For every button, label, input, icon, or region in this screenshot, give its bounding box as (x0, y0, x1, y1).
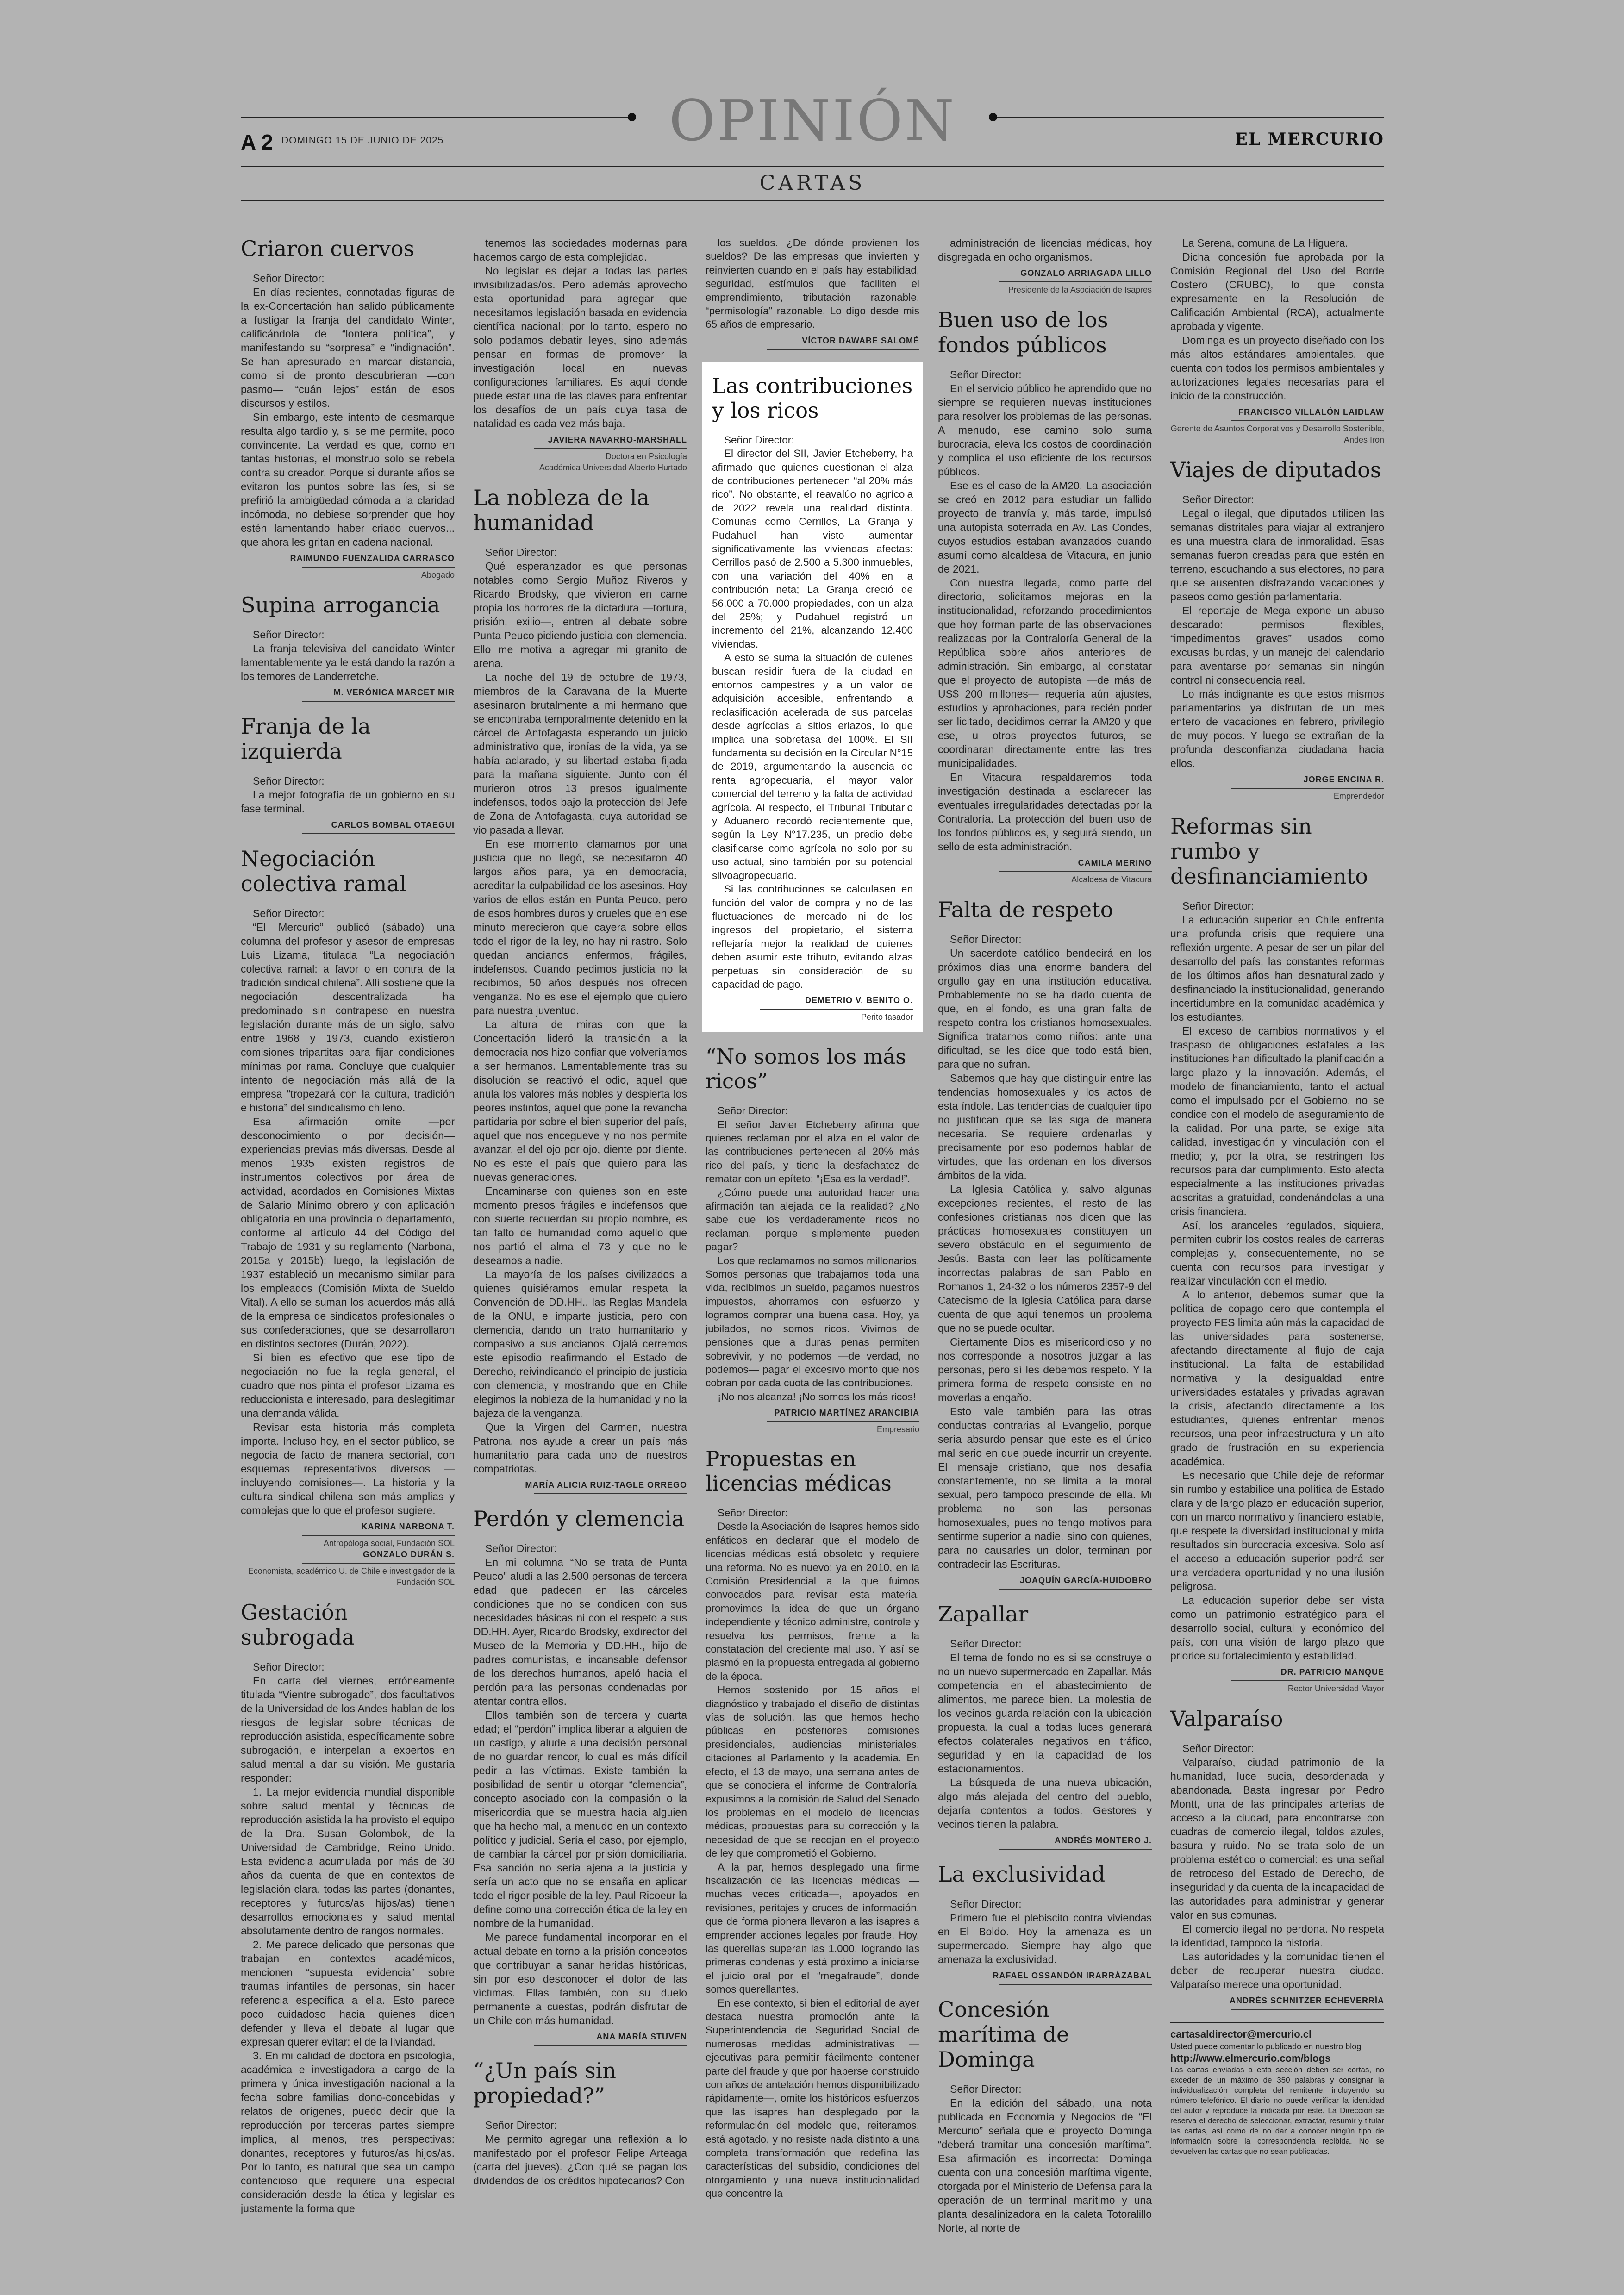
letter-paragraph: La mayoría de los países civilizados a quienes quisiéramos emular respeta la Convención de DD.HH., las Reglas Mandela de la ONU, e imparte justicia, pero con clemencia, dando un trato humanitario y compasivo a sus ancianos. Ojalá cerremos este episodio reafirmando el Estado de Derecho, reivindicando el principio de justicia con clemencia, y mostrando que en Chile elegimos la nobleza de la humanidad y no la bajeza de la venganza. (473, 1268, 687, 1419)
letter-paragraph: Me parece fundamental incorporar en el actual debate en torno a la prisión conceptos que contribuyan a sanar heridas históricas, sin por eso desconocer el dolor de las víctimas. Ellas también, con su duelo permanente a cuestas, podrán disfrutar de un Chile con más humanidad. (473, 1931, 687, 2027)
letter-paragraph: La mejor fotografía de un gobierno en su fase terminal. (241, 789, 455, 815)
letter-paragraph: Me permito agregar una reflexión a lo manifestado por el profesor Felipe Arteaga (carta del jueves). ¿Con qué se pagan los dividendos de los créditos hipotecarios? Con (473, 2133, 687, 2187)
letter-paragraph: En días recientes, connotadas figuras de la ex-Concertación han salido públicamente a fustigar la franja del candidato Winter, calificándola de “lontera política”, y manifestando su “sorpresa” e “indignación”. Se han apresurado en marcar distancia, como si de pronto descubrieran —con pasmo— “cuán lejos” están de esos discursos y estilos. (241, 286, 455, 409)
signature-rule (999, 1984, 1152, 1985)
letter-title: Falta de respeto (938, 897, 1113, 922)
letter-paragraph: Así, los aranceles regulados, siquiera, permiten cubrir los costos reales de carreras complejas y, consecuentemente, no se cuenta con recursos para investigar y realizar vinculación con el medio. (1170, 1219, 1384, 1287)
letter-paragraph: La Iglesia Católica y, salvo algunas excepciones recientes, el resto de las confesiones cristianas nos dicen que las prácticas homosexuales constituyen un severo obstáculo en el seguimiento de Jesús. Basta con leer las políticamente incorrectas palabras de san Pablo en Romanos 1, 24-32 o los números 2357-9 del Catecismo de la Iglesia Católica para darse cuenta de que aquí tenemos un problema que no se puede ocultar. (938, 1183, 1152, 1334)
letter-signature (241, 553, 455, 580)
signature-name: KARINA NARBONA T. (361, 1522, 455, 1531)
signature-name: GONZALO DURÁN S. (363, 1550, 455, 1559)
letter (938, 1862, 1152, 1985)
letter-salutation: Señor Director: (724, 434, 794, 446)
letter (938, 1602, 1152, 1850)
letter (938, 307, 1152, 885)
letter-continued (938, 236, 1152, 295)
letter-paragraph: Hemos sostenido por 15 años el diagnóstico y trabajado el diseño de distintas vías de solución, las que hemos hecho públicas en posteriores comisiones presidenciales, audiencias ministeriales, citaciones al Parlamento y la academia. En efecto, el 13 de mayo, una semana antes de que se conociera el informe de Contraloría, expusimos a la comisión de Salud del Senado los problemas en el modelo de licencias médicas, propuestas para su corrección y la necesidad de que se recojan en el proyecto de ley que comprometió el Gobierno. (706, 1684, 919, 1859)
signature-rule (1231, 420, 1384, 421)
letter-title: La nobleza de la humanidad (473, 485, 650, 535)
signature-rule (302, 701, 455, 702)
letter (1170, 814, 1384, 1694)
letter-paragraph: Si bien es efectivo que ese tipo de negociación no fue la regla general, el cuadro que nos pinta el profesor Lizama es reduccionista e interesado, para deslegitimar una demanda válida. (241, 1352, 455, 1419)
letter-title: Criaron cuervos (241, 236, 415, 261)
letter-salutation: Señor Director: (1182, 493, 1254, 505)
letter (706, 1045, 919, 1435)
letter-paragraph: “El Mercurio” publicó (sábado) una columna del profesor y asesor de empresas Luis Lizama, titulada “La negociación colectiva ramal: a favor o en contra de la tradición sindical chilena”. Allí sostiene que la negociación descentralizada ha predominado sin contrapeso en nuestra legislación durante más de un siglo, salvo entre 1968 y 1973, cuando existieron comisiones tripartitas para fijar condiciones mínimas por rama. Concluye que cualquier intento de negociación más allá de la empresa “tropezará con la cultura, tradición e historia” del sindicalismo chileno. (241, 921, 455, 1114)
letter-paragraph: Encaminarse con quienes son en este momento presos frágiles e indefensos que con suerte recuerdan su propio nombre, es tan falto de humanidad como aquello que nos partió el alma el 73 y que no le deseamos a nadie. (473, 1185, 687, 1266)
letter-salutation: Señor Director: (950, 2083, 1022, 2095)
signature-rule (999, 1849, 1152, 1850)
letter-paragraph: El reportaje de Mega expone un abuso descarado: permisos flexibles, “impedimentos graves” usados como excusas burdas, y un manejo del calendario para aventarse por semanas sin ningún control ni consecuencia real. (1170, 605, 1384, 686)
letter-signature (473, 434, 687, 473)
letter-paragraph: En mi columna “No se trata de Punta Peuco” aludí a las 2.500 personas de tercera edad que padecen en las cárceles condiciones que no se condicen con sus necesidades básicas ni con el respeto a sus DD.HH. Ayer, Ricardo Brodsky, exdirector del Museo de la Memoria y DD.HH., hijo de padres comunistas, e incansable defensor de los derechos humanos, apeló hacia el perdón para las personas condenadas por atentar contra ellos. (473, 1556, 687, 1707)
letter-salutation: Señor Director: (253, 907, 325, 919)
letter-salutation: Señor Director: (718, 1105, 788, 1117)
letter-paragraph: En ese momento clamamos por una justicia que no llegó, se necesitaron 40 largos años para, ya en democracia, acreditar la culpabilidad de los asesinos. Hoy varios de ellos están en Punta Peuco, pero de esos hombres duros y crueles que en ese minuto merecieron que cayera sobre ellos todo el rigor de la ley, no hay ni rastro. Solo quedan ancianos enfermos, frágiles, indefensos. Cuando pedimos justicia no la recibimos, 50 años después nos ofrecen venganza. No es ese el ejemplo que quiero para nuestra juventud. (473, 838, 687, 1017)
letter-salutation: Señor Director: (485, 1542, 557, 1554)
letter-paragraph: En la edición del sábado, una nota publicada en Economía y Negocios de “El Mercurio” señala que el proyecto Dominga “deberá tramitar una concesión marítima”. Esa afirmación es incorrecta: Dominga cuenta con una concesión marítima vigente, otorgada por el Ministerio de Defensa para la operación de un terminal marítimo y una planta desalinizadora en la caleta Totoralillo Norte, al norte de (938, 2097, 1152, 2234)
letter-paragraph: Dicha concesión fue aprobada por la Comisión Regional del Uso del Borde Costero (CRUBC), lo que consta expresamente en la Resolución de Calificación Ambiental (RCA), actualmente aprobada y vigente. (1170, 251, 1384, 332)
letter-title: “No somos los más ricos” (706, 1044, 906, 1094)
letter-paragraph: En Vitacura respaldaremos toda investigación destinada a esclarecer las eventuales irregularidades detectadas por la Contraloría. La protección del buen uso de los fondos públicos es, y seguirá siendo, un sello de esta administración. (938, 771, 1152, 853)
letter-paragraph: Revisar esta historia más completa importa. Incluso hoy, en el sector público, se negocia de facto de manera sectorial, con esquemas representativos diversos —incluyendo comisiones—. La historia y la cultura sindical chilena son más amplias y complejas que lo que el profesor sugiere. (241, 1421, 455, 1516)
letter-paragraph: 3. En mi calidad de doctora en psicología, académica e investigadora a cargo de la primera y única investigación nacional a la fecha sobre familias dono-concebidas y relatos de orígenes, puedo decir que la reproducción por terceras partes siempre implica, al menos, tres perspectivas: donantes, receptores y futuros/as hijos/as. Por lo tanto, es natural que sea un campo contencioso que requiere una especial consideración desde la ética y legislar es justamente la forma que (241, 2050, 455, 2214)
letter-paragraph: En carta del viernes, erróneamente titulada “Vientre subrogado”, dos facultativos de la Universidad de los Andes hablan de los riesgos de legislar sobre técnicas de reproducción asistida, específicamente sobre subrogación, e interpelan a expertos en salud mental a dar su visión. Me gustaría responder: (241, 1675, 455, 1784)
letter-title: Gestación subrogada (241, 1600, 355, 1650)
signature-rule (534, 448, 687, 449)
letter-paragraph: Un sacerdote católico bendecirá en los próximos días una enorme bandera del orgullo gay en una institución educativa. Probablemente no se ha dado cuenta de que, en el fondo, es una gran falta de respeto contra los cristianos homosexuales. Significa tratarnos como niños: ante una dificultad, se les dice que todo está bien, para que no sufran. (938, 947, 1152, 1070)
header-rule-upper (241, 166, 1384, 167)
letter (241, 714, 455, 834)
letter-title: La exclusividad (938, 1862, 1106, 1887)
letter-title: Supina arrogancia (241, 592, 440, 617)
letter-salutation: Señor Director: (485, 2119, 557, 2131)
letter-paragraph: El exceso de cambios normativos y el traspaso de obligaciones estatales a las instituciones han dificultado la planificación a largo plazo y la innovación. Además, el modelo de financiamiento, tanto el actual como el impulsado por el Gobierno, no se condice con el modelo de aseguramiento de la calidad. Por una parte, se exige alta calidad, investigación y vinculación con el medio; y, por la otra, se restringen los recursos para dar cumplimiento. Esto afecta especialmente a las instituciones privadas adscritas a gratuidad, condenándolas a una crisis financiera. (1170, 1025, 1384, 1217)
signature-rule (1231, 2009, 1384, 2010)
letter-paragraph: Lo más indignante es que estos mismos parlamentarios ya disfrutan de un mes entero de vacaciones en febrero, privilegio de muy pocos. Y luego se extrañan de la profunda desconfianza ciudadana hacia ellos. (1170, 688, 1384, 769)
signature-name: DEMETRIO V. BENITO O. (805, 996, 913, 1005)
letter-title: Negociación colectiva ramal (241, 846, 406, 896)
letter-paragraph: No legislar es dejar a todas las partes invisibilizadas/os. Pero además aprovecho esta oportunidad para agregar que necesitamos legislación basada en evidencia científica nacional; por lo tanto, espero no solo podamos debatir leyes, sino además pensar en formas de promover la investigación local en nuevas configuraciones familiares. Es aquí donde puede estar una de las claves para enfrentar los desafíos de un país cuya tasa de natalidad es cada vez más baja. (473, 265, 687, 430)
signature-role: Economista, académico U. de Chile e investigador de la Fundación SOL (248, 1566, 455, 1587)
signature-rule (302, 1563, 455, 1564)
letter-paragraph: ¡No nos alcanza! ¡No somos los más ricos! (718, 1391, 916, 1403)
letter-paragraph: En el servicio público he aprendido que no siempre se requieren nuevas instituciones para resolver los problemas de las personas. A menudo, ese camino solo suma burocracia, eleva los costos de coordinación y complica el uso eficiente de los recursos públicos. (938, 382, 1152, 478)
letter-paragraph: El señor Javier Etcheberry afirma que quienes reclaman por el alza en el valor de las contribuciones pertenecen al 20% más rico del país, y tiene la desfachatez de rematar con un epíteto: “¡Esa es la verdad!”. (706, 1118, 919, 1185)
letter-paragraph: Esa afirmación omite —por desconocimiento o por decisión— experiencias previas más diversas. Desde al menos 1935 existen registros de instrumentos colectivos por área de actividad, acordados en Comisiones Mixtas de Salario Mínimo obrero y con aplicación obligatoria en una provincia o departamento, conforme al artículo 44 del Código del Trabajo de 1931 y su reglamento (Narbona, 2015a y 2015b); luego, la legislación de 1937 estableció un mecanismo similar para los empleados (Comisión Mixta de Sueldo Vital). A ello se suman los acuerdos más allá de la empresa de sindicatos profesionales o sus confederaciones, que se desarrollaron en distintos sectores (Durán, 2022). (241, 1116, 455, 1350)
signature-rule (302, 1535, 455, 1536)
letter-salutation: Señor Director: (950, 1898, 1022, 1910)
letter-paragraph: Dominga es un proyecto diseñado con los más altos estándares ambientales, que cuenta con todos los permisos ambientales y autorizaciones legales necesarias para el inicio de la construcción. (1170, 334, 1384, 402)
signature-rule (302, 567, 455, 568)
signature-name: RAIMUNDO FUENZALIDA CARRASCO (290, 554, 455, 563)
blog-note: Usted puede comentar lo publicado en nuestro blog (1170, 2042, 1362, 2051)
letter (241, 236, 455, 580)
signature-rule (999, 871, 1152, 872)
letter-paragraph: A la par, hemos desplegado una firme fiscalización de las licencias médicas —muchas veces criticada—, apoyados en revisiones, peritajes y cruces de información, que de forma pionera llevaron a las isapres a emprender acciones legales por fraude. Hoy, las querellas superan las 1.000, logrando las primeras condenas y está próximo a iniciarse el juicio oral por el “megafraude”, donde somos querellantes. (706, 1861, 919, 1996)
letter-paragraph: Ese es el caso de la AM20. La asociación se creó en 2012 para estudiar un fallido proyecto de tranvía y, más tarde, impulsó una autopista soterrada en Av. Las Condes, cuyos estudios estaban avanzados cuando asumí como alcaldesa de Vitacura, en junio de 2021. (938, 480, 1152, 575)
contact-footer (1170, 2022, 1384, 2157)
letter-paragraph: administración de licencias médicas, hoy disgregada en ocho organismos. (938, 237, 1152, 263)
letter-paragraph: La noche del 19 de octubre de 1973, miembros de la Caravana de la Muerte asesinaron brutalmente a mi hermano que se encontraba temporalmente detenido en la cárcel de Antofagasta esperando un juicio administrativo que, ironías de la vida, ya se había aclarado, y su libertad estaba fijada para la mañana siguiente. Junto con él murieron otros 13 presos igualmente indefensos, todos bajo la protección del Jefe de Zona de Antofagasta, cuya autoridad se vio pasada a llevar. (473, 671, 687, 836)
letter-paragraph: La educación superior en Chile enfrenta una profunda crisis que requiere una reflexión urgente. A pesar de ser un pilar del desarrollo del país, las constantes reformas de los últimos años han desnaturalizado y desfinanciado la institucionalidad, generando incertidumbre en la comunidad académica y los estudiantes. (1170, 914, 1384, 1023)
letter-paragraph: El comercio ilegal no perdona. No respeta la identidad, tampoco la historia. (1170, 1923, 1384, 1949)
signature-name: JAVIERA NAVARRO-MARSHALL (548, 435, 687, 444)
letter-paragraph: Legal o ilegal, que diputados utilicen las semanas distritales para viajar al extranjero es una muestra clara de inmoralidad. Esas semanas fueron creadas para que estén en terreno, escuchando a sus electores, no para que se ausenten disfrazando vacaciones y paseos como gestión parlamentaria. (1170, 507, 1384, 603)
letter-paragraph: Ellos también son de tercera y cuarta edad; el “perdón” implica liberar a alguien de un castigo, y alude a una decisión personal de no guardar rencor, lo cual es más difícil pedir a las víctimas. Existe también la posibilidad de sentir u otorgar “clemencia”, concepto asociado con la compasión o la misericordia que se muestra hacia alguien que ha hecho mal, a menudo en un contexto político y judicial. Sería el caso, por ejemplo, de cambiar la cárcel por prisión domiciliaria. Esa sanción no sería ajena a la justicia y sería un acto que no se ensaña en aplicar todo el rigor posible de la ley. Paul Ricoeur la define como una corrección ética de la ley en nombre de la humanidad. (473, 1709, 687, 1929)
signature-name: DR. PATRICIO MANQUE (1280, 1667, 1384, 1677)
letter-signature (473, 1479, 687, 1494)
letter-paragraph: Valparaíso, ciudad patrimonio de la humanidad, luce sucia, desordenada y abandonada. Basta ingresar por Pedro Montt, una de las principales arterias de acceso a la ciudad, para encontrarse con cuadras de comercio ilegal, toldos azules, basura y ruido. No se trata solo de un problema estético o comercial: es una señal de retroceso del Estado de Derecho, de inseguridad y da cuenta de la incapacidad de las autoridades para administrar y generar valor en sus comunas. (1170, 1756, 1384, 1921)
publication-date: DOMINGO 15 DE JUNIO DE 2025 (281, 135, 444, 146)
signature-role: Perito tasador (861, 1012, 913, 1022)
letter-signature (1170, 406, 1384, 445)
letter-salutation: Señor Director: (253, 629, 325, 641)
letter (473, 485, 687, 1494)
letter-paragraph: El director del SII, Javier Etcheberry, ha afirmado que quienes cuestionan el alza de contribuciones pertenecen “al 20% más rico”. No obstante, el reavalúo no agrícola de 2022 revela una realidad distinta. Comunas como Cerrillos, La Granja y Pudahuel han visto aumentar significativamente las viviendas afectas: Cerrillos pasó de 2.500 a 5.300 inmuebles, con una variación del 40% en la contribución neta; La Granja creció de 56.000 a 70.000 propiedades, con un alza del 25%; y Pudahuel registró un incremento del 21%, alcanzando 12.400 viviendas. (712, 448, 913, 650)
letter-title: Propuestas en licencias médicas (706, 1447, 892, 1496)
signature-role: Presidente de la Asociación de Isapres (1008, 285, 1152, 294)
letter-paragraph: ¿Cómo puede una autoridad hacer una afirmación tan alejada de la realidad? ¿No sabe que los verdaderamente ricos no reclaman, porque simplemente pueden pagar? (706, 1186, 919, 1253)
letter (706, 1447, 919, 2201)
signature-rule (302, 833, 455, 834)
letter-paragraph: Que la Virgen del Carmen, nuestra Patrona, nos ayude a crear un país más humanitario para cada uno de nuestros compatriotas. (473, 1421, 687, 1475)
blog-link[interactable]: http://www.elmercurio.com/blogs (1170, 2052, 1331, 2064)
letter-paragraph: Si las contribuciones se calculasen en función del valor de compra y no de las fluctuaciones de mercado ni de los ingresos del propietario, el sistema reflejaría mejor la realidad de quienes deben asumir este tributo, evitando alzas perpetuas sin consideración de su capacidad de pago. (712, 883, 913, 990)
signature-role: Gerente de Asuntos Corporativos y Desarrollo Sostenible, Andes Iron (1170, 424, 1384, 444)
letter-paragraph: Los que reclamamos no somos millonarios. Somos personas que trabajamos toda una vida, recibimos un sueldo, pagamos nuestros impuestos, ahorramos con esfuerzo y logramos comprar una buena casa. Hoy, ya jubilados, no somos ricos. Vivimos de pensiones que a duras penas permiten sobrevivir, y no podemos —de verdad, no podemos— pagar el excesivo monto que nos cobran por cada cuota de las contribuciones. (706, 1254, 919, 1389)
newspaper-name: EL MERCURIO (1235, 130, 1384, 149)
letter-signature (706, 1407, 919, 1435)
letter-title: “¿Un país sin propiedad?” (473, 2058, 616, 2108)
signature-name: M. VERÓNICA MARCET MIR (333, 688, 455, 697)
letter-paragraph: A esto se suma la situación de quienes buscan residir fuera de la ciudad en entornos campestres y a un valor de adquisición accesible, enfrentando la reclasificación acelerada de sus parcelas desde agrícolas a sitios eriazos, lo que implica una sobretasa del 100%. El SII fundamenta su decisión en la Circular N°15 de 2019, argumentando la ausencia de renta agropecuaria, el mayor valor comercial del terreno y la falta de actividad agrícola. Al respecto, el Tribunal Tributario y Aduanero recordó recientemente que, según la Ley N°17.235, un predio debe clasificarse como agrícola no solo por su uso actual, sino también por su potencial silvoagropecuario. (712, 652, 913, 881)
signature-role: Antropóloga social, Fundación SOL (323, 1539, 455, 1548)
signature-rule (1231, 1680, 1384, 1681)
letter-paragraph: Es necesario que Chile deje de reformar sin rumbo y estabilice una política de Estado clara y de largo plazo en educación superior, con un marco normativo y financiero estable, que respete la diversidad institucional y mida resultados sin burocracia excesiva. Solo así el acceso a educación superior podrá ser una verdadera oportunidad y no una ilusión peligrosa. (1170, 1469, 1384, 1592)
letter-signature (712, 995, 913, 1023)
signature-name: PATRICIO MARTÍNEZ ARANCIBIA (774, 1408, 919, 1418)
letter-paragraph: Ciertamente Dios es misericordioso y no nos corresponde a nosotros juzgar a las personas, pero sí les debemos respeto. Y la primera forma de respeto consiste en no moverlas a engaño. (938, 1336, 1152, 1403)
letter-salutation: Señor Director: (253, 1661, 325, 1673)
submission-rules: Las cartas enviadas a esta sección deben ser cortas, no exceder de un máximo de 350 palabras y consignar la individualización completa del remitente, incluyendo su número telefónico. El diario no puede verificar la identidad del autor y reproduce la indicada por este. La Dirección se reserva el derecho de seleccionar, extractar, resumir y titular las cartas, así como de no dar a conocer ningún tipo de información sobre la correspondencia recibida. No se devuelven las cartas que no sean publicadas. (1170, 2065, 1384, 2156)
letter-paragraph: La altura de miras con que la Concertación lideró la transición a la democracia nos hizo confiar que volveríamos a ser hermanos. Lamentablemente tras su disolución se reactivó el odio, aquel que anula los valores más nobles y despierta los peores instintos, aquel que pone la revancha partidaria por sobre el bien superior del país, aquel que nos encegueve y no nos permite avanzar, el del ojo por ojo, diente por diente. No es este el país que quiero para las nuevas generaciones. (473, 1018, 687, 1183)
signature-rule (534, 1493, 687, 1494)
letter-paragraph: Las autoridades y la comunidad tienen el deber de recuperar nuestra ciudad. Valparaíso merece una oportunidad. (1170, 1951, 1384, 1990)
letter (473, 1506, 687, 2046)
letter-paragraph: Primero fue el plebiscito contra viviendas en El Boldo. Hoy la amenaza es un supermercado. Siempre hay algo que amenaza la exclusividad. (938, 1912, 1152, 1965)
letter-continued (706, 236, 919, 350)
letter-title: Viajes de diputados (1170, 457, 1381, 482)
signature-rule (767, 349, 919, 350)
signature-name: MARÍA ALICIA RUIZ-TAGLE ORREGO (525, 1480, 687, 1490)
letter-salutation: Señor Director: (253, 272, 325, 284)
letter (1170, 1706, 1384, 2010)
letter-paragraph: La educación superior debe ser vista como un patrimonio estratégico para el desarrollo social, cultural y económico del país, con una visión de largo plazo que priorice su fortalecimiento y estabilidad. (1170, 1594, 1384, 1662)
letter-title: Reformas sin rumbo y desfinanciamiento (1170, 814, 1368, 889)
letter-signature (938, 268, 1152, 295)
page-number: A 2 (241, 130, 273, 154)
signature-role: Alcaldesa de Vitacura (1071, 875, 1152, 884)
signature-role: Emprendedor (1333, 792, 1384, 801)
letter-paragraph: Esto vale también para las otras conductas contrarias al Evangelio, porque sería absurdo pensar que este es el único mal serio en que puede incurrir un creyente. El mensaje cristiano, que nos desafía constantemente, no se limita a la moral sexual, pero tampoco prescinde de ella. Mi problema no son las personas homosexuales, pues no tengo motivos para sentirme superior a nadie, sino con quienes, para no causarles un dolor, terminan por contradecir las Escrituras. (938, 1405, 1152, 1570)
letter-signature (241, 1521, 455, 1588)
signature-rule (760, 1009, 913, 1010)
signature-role: Académica Universidad Alberto Hurtado (539, 463, 687, 472)
signature-name: ANA MARÍA STUVEN (596, 2032, 687, 2041)
letter-signature (706, 335, 919, 350)
letter (241, 592, 455, 702)
letter-title: Zapallar (938, 1602, 1029, 1627)
letter-continued (473, 236, 687, 473)
signature-name: JORGE ENCINA R. (1303, 775, 1384, 784)
signature-name: FRANCISCO VILLALÓN LAIDLAW (1238, 407, 1384, 417)
letter-title: Buen uso de los fondos públicos (938, 307, 1108, 357)
letter-signature (1170, 1995, 1384, 2010)
letter-signature (938, 1835, 1152, 1850)
column-2 (473, 236, 687, 2200)
letter-paragraph: En ese contexto, si bien el editorial de ayer destaca nuestra promoción ante la Superintendencia de Seguridad Social de numerosas medidas administrativas —ejecutivas para permitir fácilmente contener parte del fraude y que por haberse construido con años de antelación hemos disponibilizado rápidamente—, omite los históricos esfuerzos que las isapres han desplegado por la reformulación del modelo que, reiteramos, está agotado, y no resiste nada distinto a una completa transformación que redefina las características del subsidio, condiciones del otorgamiento y una nueva institucionalidad que concentre la (706, 1997, 919, 2200)
letter-signature (1170, 1666, 1384, 1694)
letter-paragraph: El tema de fondo no es si se construye o no un nuevo supermercado en Zapallar. Más competencia en el abastecimiento de alimentos, me parece bien. La molestia de los vecinos guarda relación con la ubicación propuesta, la cual a todas luces generará efectos colaterales negativos en tráfico, seguridad y en la capacidad de los estacionamientos. (938, 1652, 1152, 1775)
letter-salutation: Señor Director: (718, 1507, 788, 1519)
letter-signature (938, 1575, 1152, 1590)
letter-signature (473, 2031, 687, 2046)
signature-role: Rector Universidad Mayor (1287, 1684, 1384, 1693)
signature-name: CARLOS BOMBAL OTAEGUI (331, 820, 455, 829)
signature-role: Doctora en Psicología (605, 452, 687, 461)
letter-paragraph: La búsqueda de una nueva ubicación, algo más alejada del centro del pueblo, dejaría contentos a todos. Gestores y vecinos tienen la palabra. (938, 1777, 1152, 1830)
letter (241, 846, 455, 1588)
letter-salutation: Señor Director: (253, 775, 325, 787)
letter-paragraph: La Serena, comuna de La Higuera. (1182, 237, 1349, 249)
letter-title: Franja de la izquierda (241, 714, 371, 764)
letter-salutation: Señor Director: (1182, 1742, 1254, 1754)
letter (938, 897, 1152, 1590)
letter-salutation: Señor Director: (950, 368, 1022, 380)
letter-title: Perdón y clemencia (473, 1506, 685, 1531)
signature-name: ANDRÉS MONTERO J. (1054, 1836, 1152, 1845)
signature-role: Abogado (421, 570, 455, 580)
letter-salutation: Señor Director: (950, 1638, 1022, 1650)
letter-paragraph: Qué esperanzador es que personas notables como Sergio Muñoz Riveros y Ricardo Brodsky, que vivieron en carne propia los horrores de la dictadura —tortura, prisión, exilio—, entren al debate sobre Punta Peuco pidiendo justicia con clemencia. Ello me motiva a agregar mi granito de arena. (473, 560, 687, 669)
letter-paragraph: 2. Me parece delicado que personas que trabajan en contextos académicos, mencionen “supuesta evidencia” sobre traumas infantiles de personas, sin hacer referencia específica a ella. Esto parece poco cuidadoso hacia quienes dicen defender y lleva el debate al lugar que expresan querer evitar: el de la liviandad. (241, 1939, 455, 2048)
letter-signature (938, 857, 1152, 885)
header-rule-lower (241, 200, 1384, 201)
signature-rule (767, 1421, 919, 1422)
letter (241, 1600, 455, 2215)
signature-rule (999, 1589, 1152, 1590)
letter-signature (938, 1970, 1152, 1985)
letter-continued (1170, 236, 1384, 445)
letter-title: Concesión marítima de Dominga (938, 1997, 1069, 2072)
signature-rule (534, 2045, 687, 2046)
letter-signature (241, 687, 455, 702)
letter-paragraph: Sabemos que hay que distinguir entre las tendencias homosexuales y los actos de esta índole. Las tendencias de cualquier tipo no justifican que se las siga de manera necesaria. Se requiere ordenarlas y precisamente por eso podemos hablar de virtudes, que las ordenan en los diversos ámbitos de la vida. (938, 1072, 1152, 1181)
letter-paragraph: los sueldos. ¿De dónde provienen los sueldos? De las empresas que invierten y reinvierten cuando en el país hay estabilidad, seguridad, estímulos que faciliten el emprendimiento, tributación razonable, “permisología” razonable. Lo digo desde mis 65 años de empresario. (706, 237, 919, 331)
letter (473, 2058, 687, 2188)
column-4 (938, 236, 1152, 2247)
signature-role: Empresario (876, 1425, 919, 1434)
letter-salutation: Señor Director: (950, 933, 1022, 945)
subsection-title: CARTAS (759, 171, 866, 195)
letter-paragraph: A lo anterior, debemos sumar que la política de copago cero que contempla el proyecto FES limita aún más la capacidad de las universidades para sostenerse, afectando directamente al flujo de caja institucional. La falta de estabilidad normativa y la desigualdad entre universidades estatales y privadas agravan la crisis, afectando directamente a los estudiantes, quienes enfrentan menos recursos, una peor infraestructura y un alto grado de frustración en su experiencia académica. (1170, 1289, 1384, 1467)
letter-title: Las contribuciones y los ricos (712, 373, 913, 423)
column-3 (706, 236, 919, 2213)
letter-paragraph: 1. La mejor evidencia mundial disponible sobre salud mental y técnicas de reproducción asistida la ha provisto el equipo de la Dra. Susan Golombok, de la Universidad de Cambridge, Reino Unido. Esta evidencia acumulada por más de 30 años da cuenta de que en contextos de legislación clara, todas las partes (donantes, receptores y futuros/as hijos/as) tienen desarrollos emocionales y salud mental absolutamente dentro de rangos normales. (241, 1786, 455, 1937)
letter-salutation: Señor Director: (1182, 900, 1254, 912)
letter-paragraph: Sin embargo, este intento de desmarque resulta algo tardío y, si se me permite, poco convincente. La verdad es que, como en tantas historias, el monstruo solo se rebela contra su creador. Porque si durante años se evitaron los puntos sobre las íes, si se prefirió la ambigüedad cómoda a la claridad incómoda, no debiese sorprender que hoy estén lamentando haber criado cuervos... que ahora les gritan en cadena nacional. (241, 411, 455, 548)
letter-title: Valparaíso (1170, 1706, 1283, 1731)
signature-rule (999, 281, 1152, 282)
signature-rule (1231, 788, 1384, 789)
letter-signature (1170, 774, 1384, 802)
letter-paragraph: tenemos las sociedades modernas para hacernos cargo de esta complejidad. (473, 237, 687, 263)
letter (1170, 457, 1384, 802)
column-5 (1170, 236, 1384, 2157)
letter-paragraph: Desde la Asociación de Isapres hemos sido enfáticos en declarar que el modelo de licencias médicas está obsoleto y requiere una reforma. No es nuevo: ya en 2010, en la Comisión Presidencial a la que fuimos convocados para revisar esta materia, promovimos la idea de que un órgano independiente y técnico administre, controle y resuelva los permisos, frente a la constatación del creciente mal uso. Y así se plasmó en la propuesta entregada al gobierno de la época. (706, 1521, 919, 1682)
signature-name: JOAQUÍN GARCÍA-HUIDOBRO (1019, 1576, 1152, 1585)
contact-email[interactable]: cartasaldirector@mercurio.cl (1170, 2028, 1312, 2040)
letter-paragraph: Con nuestra llegada, como parte del directorio, solicitamos mejoras en la institucionalidad, reforzando procedimientos que hoy forman parte de las observaciones realizadas por la Contraloría General de la República sobre años anteriores de administración. Sin embargo, al constatar que el proyecto de autopista —de más de US$ 200 millones— requería aún ajustes, estudios y aprobaciones, para recién poder ser licitado, decidimos cerrar la AM20 y que ese, u otros proyectos futuros, se coordinaran directamente entre las tres municipalidades. (938, 577, 1152, 769)
page-header (241, 83, 1384, 204)
letter-paragraph: La franja televisiva del candidato Winter lamentablemente ya le está dando la razón a los temores de Landerretche. (241, 642, 455, 682)
signature-name: VÍCTOR DAWABE SALOMÉ (802, 336, 919, 345)
signature-name: RAFAEL OSSANDÓN IRARRÁZABAL (993, 1971, 1152, 1980)
letter-salutation: Señor Director: (485, 546, 557, 558)
signature-name: GONZALO ARRIAGADA LILLO (1020, 268, 1152, 278)
signature-name: ANDRÉS SCHNITZER ECHEVERRÍA (1229, 1996, 1384, 2005)
letter (938, 1997, 1152, 2235)
featured-letter (702, 362, 923, 1032)
section-title: OPINIÓN (668, 88, 956, 154)
signature-name: CAMILA MERINO (1078, 858, 1152, 867)
column-1 (241, 236, 455, 2227)
letter-signature (241, 819, 455, 834)
